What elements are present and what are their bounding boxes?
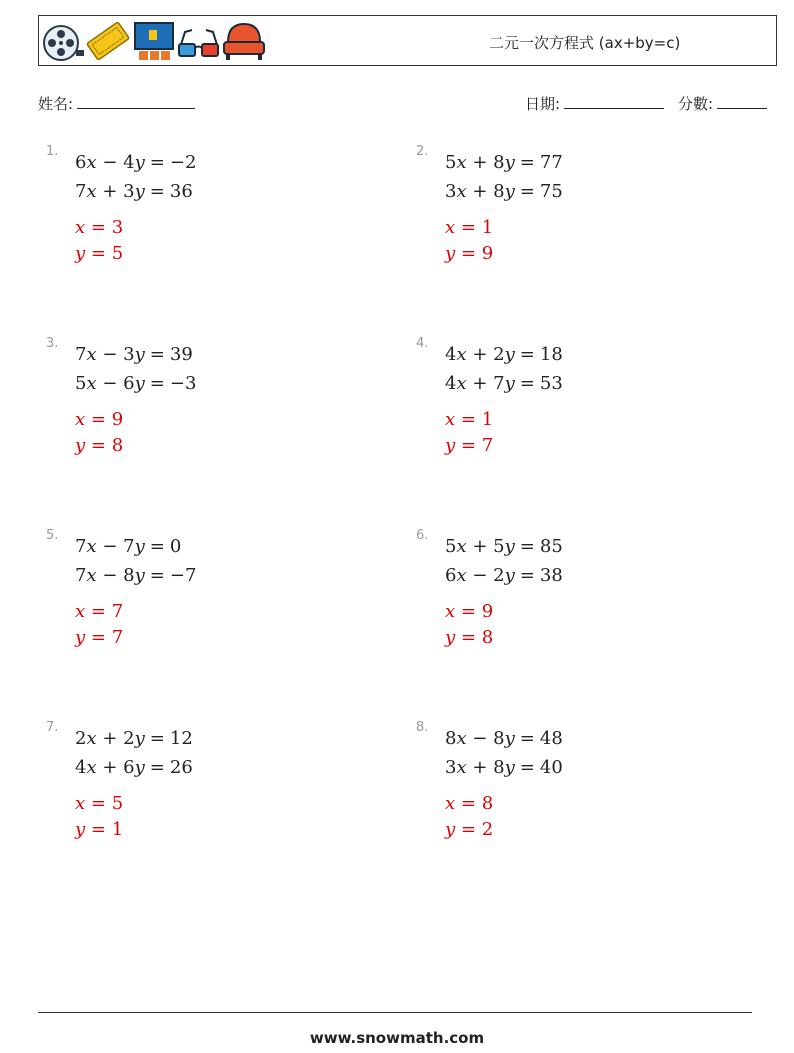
coef-a: 7 — [75, 565, 87, 586]
worksheet-header — [38, 15, 777, 66]
equation-lhs — [445, 177, 520, 206]
answer-x: x = 1 — [445, 217, 494, 238]
operator: + — [102, 181, 118, 202]
problem-8 — [416, 720, 746, 870]
equals-sign: = — [149, 536, 165, 557]
coef-b: 7 — [123, 536, 135, 557]
equation-lhs — [445, 369, 520, 398]
equation-rhs: 85 — [539, 536, 563, 557]
coef-b: 4 — [123, 152, 135, 173]
coef-b: 8 — [493, 757, 505, 778]
equation-rhs: 18 — [539, 344, 563, 365]
answer-x-value: 3 — [111, 217, 124, 238]
coef-b: 8 — [493, 152, 505, 173]
equation-1 — [445, 340, 563, 369]
operator: − — [102, 344, 118, 365]
equation-rhs: 75 — [539, 181, 563, 202]
equals-sign: = — [149, 757, 165, 778]
equation-rhs: 12 — [169, 728, 193, 749]
equals-sign: = — [149, 565, 165, 586]
coef-b: 8 — [123, 565, 135, 586]
answer-y: y = 8 — [445, 627, 494, 648]
equation-rhs: 36 — [169, 181, 193, 202]
coef-a: 6 — [75, 152, 87, 173]
equation-2 — [445, 369, 563, 398]
var-y: y — [504, 373, 515, 394]
equation-1 — [445, 532, 563, 561]
equation-1 — [445, 724, 563, 753]
equation-rhs: 0 — [169, 536, 182, 557]
name-blank[interactable] — [77, 94, 195, 109]
equation-rhs: 39 — [169, 344, 193, 365]
equation-rhs: −7 — [169, 565, 197, 586]
score-blank[interactable] — [717, 94, 767, 109]
equation-2 — [75, 177, 196, 206]
equals-sign: = — [519, 344, 535, 365]
var-x: x — [456, 728, 467, 749]
answer-x: x = 9 — [75, 409, 124, 430]
score-label: 分數: — [678, 95, 714, 113]
movie-screen-icon — [135, 23, 173, 60]
equals-sign: = — [519, 373, 535, 394]
equation-system — [75, 724, 193, 782]
equation-lhs — [75, 148, 150, 177]
equation-1 — [75, 340, 196, 369]
problem-number: 1. — [46, 144, 59, 159]
answer-y: y = 9 — [445, 243, 494, 264]
coef-b: 8 — [493, 181, 505, 202]
operator: + — [472, 757, 488, 778]
cinema-ticket-icon — [87, 22, 130, 60]
equals-sign: = — [519, 536, 535, 557]
equation-rhs: 40 — [539, 757, 563, 778]
problem-6 — [416, 528, 746, 678]
equation-system — [445, 724, 563, 782]
equals-sign: = — [519, 152, 535, 173]
worksheet-title: 二元一次方程式 (ax+by=c) — [489, 34, 681, 52]
problem-5 — [46, 528, 376, 678]
film-reel-icon — [44, 26, 84, 60]
var-y: y — [134, 536, 145, 557]
answer-x: x = 8 — [445, 793, 494, 814]
equation-system — [445, 532, 563, 590]
equation-system — [445, 148, 563, 206]
answer-x-value: 8 — [481, 793, 494, 814]
var-y: y — [504, 565, 515, 586]
problem-7 — [46, 720, 376, 870]
answer-y: y = 7 — [445, 435, 494, 456]
footer-divider — [38, 1012, 752, 1013]
coef-a: 5 — [445, 152, 457, 173]
equation-lhs — [75, 753, 150, 782]
answer-x-value: 1 — [481, 217, 494, 238]
equation-2 — [75, 753, 193, 782]
equation-lhs — [75, 532, 150, 561]
coef-b: 2 — [123, 728, 135, 749]
problem-3 — [46, 336, 376, 486]
answer-x-value: 9 — [481, 601, 494, 622]
coef-a: 8 — [445, 728, 457, 749]
answer-y-value: 9 — [481, 243, 494, 264]
equation-lhs — [75, 724, 150, 753]
answer-x: x = 7 — [75, 601, 124, 622]
equation-1 — [75, 532, 196, 561]
equals-sign: = — [519, 181, 535, 202]
equation-lhs — [445, 561, 520, 590]
answer-y: y = 7 — [75, 627, 124, 648]
equation-2 — [75, 369, 196, 398]
equation-rhs: 53 — [539, 373, 563, 394]
3d-glasses-icon — [179, 30, 218, 56]
footer-url: www.snowmath.com — [309, 1029, 485, 1047]
var-x: x — [456, 152, 467, 173]
coef-b: 2 — [493, 565, 505, 586]
equals-sign: = — [519, 757, 535, 778]
operator: + — [472, 344, 488, 365]
equation-lhs — [445, 724, 520, 753]
equation-rhs: −3 — [169, 373, 197, 394]
equals-sign: = — [519, 728, 535, 749]
var-y: y — [134, 728, 145, 749]
problem-number: 5. — [46, 528, 59, 543]
var-x: x — [86, 152, 97, 173]
coef-a: 3 — [445, 181, 457, 202]
answer-x-value: 9 — [111, 409, 124, 430]
var-x: x — [456, 565, 467, 586]
coef-a: 7 — [75, 536, 87, 557]
equation-system — [445, 340, 563, 398]
coef-b: 6 — [123, 373, 135, 394]
equation-2 — [445, 561, 563, 590]
var-y: y — [504, 344, 515, 365]
var-x: x — [86, 344, 97, 365]
coef-a: 4 — [445, 373, 457, 394]
operator: − — [102, 536, 118, 557]
var-x: x — [456, 181, 467, 202]
problem-1 — [46, 144, 376, 294]
problem-number: 4. — [416, 336, 429, 351]
var-x: x — [456, 536, 467, 557]
equals-sign: = — [149, 152, 165, 173]
answer-y-value: 5 — [111, 243, 124, 264]
coef-a: 7 — [75, 344, 87, 365]
equation-rhs: 48 — [539, 728, 563, 749]
var-y: y — [504, 181, 515, 202]
answer-x: x = 1 — [445, 409, 494, 430]
name-field — [38, 93, 195, 114]
operator: + — [102, 728, 118, 749]
coef-a: 7 — [75, 181, 87, 202]
equation-2 — [445, 753, 563, 782]
var-x: x — [86, 728, 97, 749]
equals-sign: = — [149, 181, 165, 202]
operator: + — [472, 536, 488, 557]
coef-b: 7 — [493, 373, 505, 394]
coef-a: 6 — [445, 565, 457, 586]
problem-2 — [416, 144, 746, 294]
operator: − — [102, 152, 118, 173]
equation-1 — [75, 148, 196, 177]
coef-b: 3 — [123, 344, 135, 365]
date-blank[interactable] — [564, 94, 664, 109]
equation-lhs — [75, 177, 150, 206]
equation-lhs — [445, 340, 520, 369]
equation-rhs: 77 — [539, 152, 563, 173]
equation-2 — [75, 561, 196, 590]
coef-b: 2 — [493, 344, 505, 365]
operator: − — [102, 373, 118, 394]
equation-lhs — [75, 561, 150, 590]
coef-b: 8 — [493, 728, 505, 749]
problem-number: 2. — [416, 144, 429, 159]
equation-lhs — [445, 148, 520, 177]
var-y: y — [504, 757, 515, 778]
equation-lhs — [445, 753, 520, 782]
coef-a: 4 — [75, 757, 87, 778]
problem-number: 3. — [46, 336, 59, 351]
score-field — [678, 93, 767, 114]
answer-x-value: 1 — [481, 409, 494, 430]
var-x: x — [456, 373, 467, 394]
var-x: x — [86, 536, 97, 557]
operator: − — [102, 565, 118, 586]
coef-b: 3 — [123, 181, 135, 202]
name-label: 姓名: — [38, 95, 74, 113]
var-x: x — [86, 565, 97, 586]
equation-rhs: −2 — [169, 152, 197, 173]
header-icons — [42, 20, 267, 62]
answer-y: y = 2 — [445, 819, 494, 840]
coef-a: 3 — [445, 757, 457, 778]
coef-a: 5 — [75, 373, 87, 394]
problem-number: 7. — [46, 720, 59, 735]
var-x: x — [456, 344, 467, 365]
var-y: y — [134, 152, 145, 173]
equation-system — [75, 148, 196, 206]
answer-y-value: 8 — [111, 435, 124, 456]
equation-1 — [75, 724, 193, 753]
equation-lhs — [75, 369, 150, 398]
equals-sign: = — [149, 728, 165, 749]
coef-a: 2 — [75, 728, 87, 749]
answer-y-value: 7 — [111, 627, 124, 648]
problem-number: 8. — [416, 720, 429, 735]
var-y: y — [134, 181, 145, 202]
answer-y-value: 2 — [481, 819, 494, 840]
equation-lhs — [75, 340, 150, 369]
var-y: y — [504, 536, 515, 557]
var-y: y — [504, 728, 515, 749]
equation-rhs: 26 — [169, 757, 193, 778]
date-label: 日期: — [525, 95, 561, 113]
problem-number: 6. — [416, 528, 429, 543]
answer-y: y = 1 — [75, 819, 124, 840]
answer-y: y = 5 — [75, 243, 124, 264]
var-y: y — [504, 152, 515, 173]
operator: + — [472, 181, 488, 202]
answer-x: x = 9 — [445, 601, 494, 622]
coef-a: 5 — [445, 536, 457, 557]
var-y: y — [134, 344, 145, 365]
var-y: y — [134, 757, 145, 778]
var-x: x — [86, 373, 97, 394]
answer-x: x = 5 — [75, 793, 124, 814]
coef-a: 4 — [445, 344, 457, 365]
equals-sign: = — [149, 344, 165, 365]
answer-y-value: 7 — [481, 435, 494, 456]
coef-b: 5 — [493, 536, 505, 557]
answer-y-value: 1 — [111, 819, 124, 840]
equation-lhs — [445, 532, 520, 561]
operator: − — [472, 565, 488, 586]
var-x: x — [86, 181, 97, 202]
equals-sign: = — [519, 565, 535, 586]
date-field — [525, 93, 664, 114]
var-x: x — [456, 757, 467, 778]
var-y: y — [134, 565, 145, 586]
operator: + — [472, 373, 488, 394]
operator: + — [472, 152, 488, 173]
equation-2 — [445, 177, 563, 206]
problem-4 — [416, 336, 746, 486]
equation-system — [75, 340, 196, 398]
var-x: x — [86, 757, 97, 778]
operator: + — [102, 757, 118, 778]
var-y: y — [134, 373, 145, 394]
cinema-seat-icon — [224, 24, 264, 60]
equation-system — [75, 532, 196, 590]
answer-x-value: 5 — [111, 793, 124, 814]
answer-y-value: 8 — [481, 627, 494, 648]
equation-rhs: 38 — [539, 565, 563, 586]
answer-x-value: 7 — [111, 601, 124, 622]
answer-y: y = 8 — [75, 435, 124, 456]
operator: − — [472, 728, 488, 749]
equals-sign: = — [149, 373, 165, 394]
equation-1 — [445, 148, 563, 177]
answer-x: x = 3 — [75, 217, 124, 238]
coef-b: 6 — [123, 757, 135, 778]
